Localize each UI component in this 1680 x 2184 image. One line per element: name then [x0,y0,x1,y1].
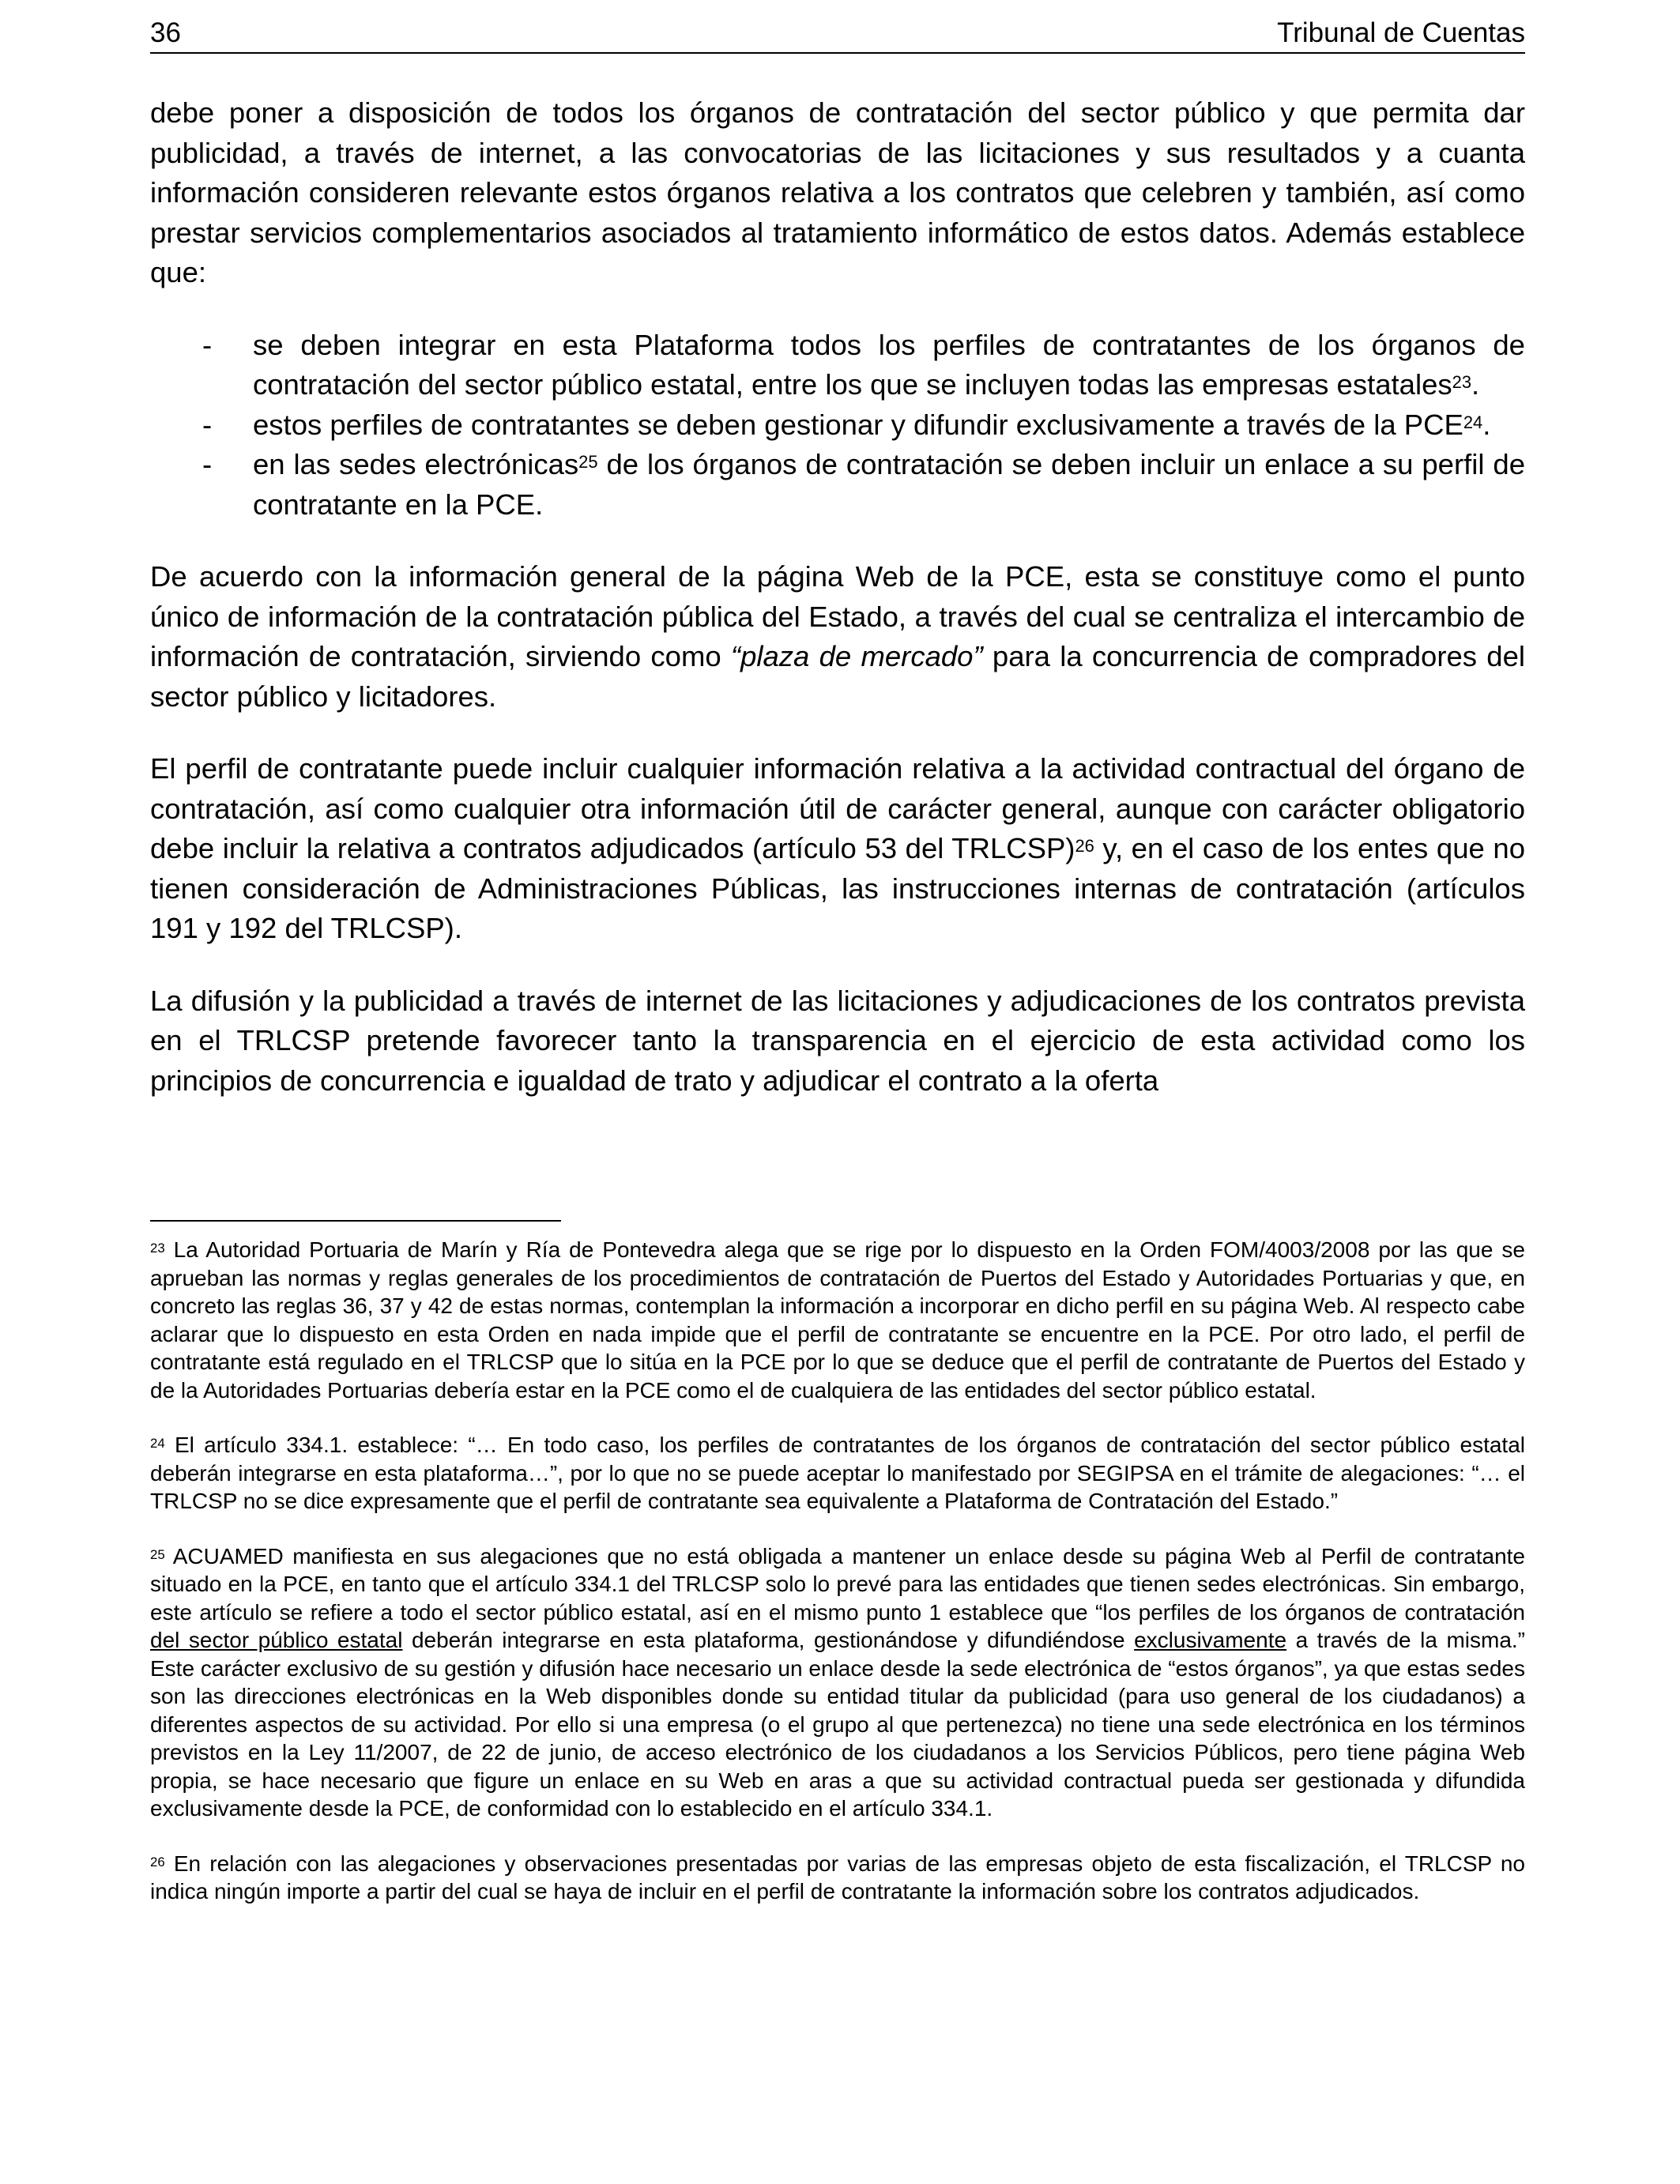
footnote-number: 23 [150,1241,165,1256]
footnote-25 [150,1542,1525,1823]
footnote-ref-25[interactable]: 25 [578,452,598,473]
paragraph-pce [150,557,1525,717]
footnote-number: 26 [150,1854,165,1870]
paragraph-difusion: La difusión y la publicidad a través de internet de las licitaciones y adjudicaciones de los contratos prevista en el TRLCSP pretende favorecer tanto la transparencia en el ejercicio de esta actividad como los principios de concurrencia e igualdad de trato y adjudicar el contrato a la oferta [150,984,1525,1097]
emphasis-quote: “plaza de mercado” [730,640,983,672]
paragraph-perfil [150,749,1525,949]
footnote-24 [150,1431,1525,1516]
page-header [150,14,1525,54]
list-item-text: se deben integrar en esta Plataforma todos los perfiles de contratantes de los órganos de contratación del sector público estatal, entre los que se incluyen todas las empresas estatales [253,328,1525,401]
footnote-text: ACUAMED manifiesta en sus alegaciones que no está obligada a mantener un enlace desde su página Web al Perfil de contratante situado en la PCE, en tanto que el artículo 334.1 del TRLCSP solo lo prevé para las entidades que tienen sedes electrónicas. Sin embargo, este artículo se refiere a todo el sector público estatal, así en el mismo punto 1 establece que “los perfiles de los órganos de contratación [150,1543,1525,1625]
bullet-list [150,326,1525,525]
footnotes [150,1236,1525,1933]
list-item-end: . [1482,408,1491,441]
footnote-ref-24[interactable]: 24 [1463,412,1483,432]
list-item [150,326,1525,405]
footnote-number: 25 [150,1546,165,1562]
list-item-text: estos perfiles de contratantes se deben gestionar y difundir exclusivamente a través de la PCE [253,408,1463,441]
list-item [150,445,1525,525]
list-item [150,405,1525,446]
list-dash: - [202,328,213,361]
page-number: 36 [150,17,181,48]
footnote-ref-26[interactable]: 26 [1075,836,1094,857]
footnote-text-cont: a través de la misma.” Este carácter exclusivo de su gestión y difusión hace necesario un enlace desde la sede electrónica de “estos órganos”, ya que estas sedes son las direcciones electrónicas en la Web disponibles donde su entidad titular da publicidad (para uso general de los ciudadanos) a diferentes aspectos de su actividad. Por ello si una empresa (o el grupo al que pertenezca) no tiene una sede electrónica en los términos previstos en la Ley 11/2007, de 22 de junio, de acceso electrónico de los ciudadanos a los Servicios Públicos, pero tiene página Web propia, se hace necesario que figure un enlace en su Web en aras a que su actividad contractual pueda ser gestionada y difundida exclusivamente desde la PCE, de conformidad con lo establecido en el artículo 334.1. [150,1628,1525,1821]
footnote-separator [150,1220,561,1222]
paragraph-text-cont: para la concurrencia de compradores del sector público y licitadores. [150,640,1525,713]
underlined-text: del sector público estatal [150,1628,403,1652]
footnote-ref-23[interactable]: 23 [1452,372,1471,393]
underlined-text: exclusivamente [1134,1628,1287,1652]
paragraph-text: El perfil de contratante puede incluir cualquier información relativa a la actividad contractual del órgano de contratación, así como cualquier otra información útil de carácter general, aunque con carácter obligatorio debe incluir la relativa a contratos adjudicados (artículo 53 del TRLCSP) [150,752,1525,864]
list-item-text: en las sedes electrónicas [253,448,579,480]
footnote-number: 24 [150,1436,165,1452]
paragraph-text: De acuerdo con la información general de la página Web de la PCE, esta se constituye como el punto único de información de la contratación pública del Estado, a través del cual se centraliza el intercambio de información de contratación, sirviendo como [150,560,1525,672]
footnote-26 [150,1850,1525,1906]
list-dash: - [202,448,213,480]
header-organization: Tribunal de Cuentas [1277,17,1525,48]
main-text [150,93,1525,1133]
list-item-text-cont: de los órganos de contratación se deben incluir un enlace a su perfil de contratante en la PCE. [253,448,1526,521]
list-item-end: . [1471,368,1480,401]
list-dash: - [202,408,213,441]
footnote-text: La Autoridad Portuaria de Marín y Ría de Pontevedra alega que se rige por lo dispuesto en la Orden FOM/4003/2008 por las que se aprueban las normas y reglas generales de los procedimientos de contratación de Puertos del Estado y Autoridades Portuarias y que, en concreto las reglas 36, 37 y 42 de estas normas, contemplan la información a incorporar en dicho perfil en su página Web. Al respecto cabe aclarar que lo dispuesto en esta Orden en nada impide que el perfil de contratante se encuentre en la PCE. Por otro lado, el perfil de contratante está regulado en el TRLCSP que lo sitúa en la PCE por lo que se deduce que el perfil de contratante de Puertos del Estado y de la Autoridades Portuarias debería estar en la PCE como el de cualquiera de las entidades del sector público estatal. [150,1237,1525,1403]
footnote-text: En relación con las alegaciones y observaciones presentadas por varias de las empresas objeto de esta fiscalización, el TRLCSP no indica ningún importe a partir del cual se haya de incluir en el perfil de contratante la información sobre los contratos adjudicados. [150,1851,1525,1903]
footnote-text-cont: deberán integrarse en esta plataforma, gestionándose y difundiéndose [402,1628,1135,1652]
footnote-23 [150,1236,1525,1404]
paragraph-text-cont: y, en el caso de los entes que no tienen consideración de Administraciones Públicas, las instrucciones internas de contratación (artículos 191 y 192 del TRLCSP). [150,832,1525,944]
paragraph-intro: debe poner a disposición de todos los órganos de contratación del sector público y que permita dar publicidad, a través de internet, a las convocatorias de las licitaciones y sus resultados y a cuanta información consideren relevante estos órganos relativa a los contratos que celebren y también, así como prestar servicios complementarios asociados al tratamiento informático de estos datos. Además establece que: [150,96,1525,288]
footnote-text: El artículo 334.1. establece: “… En todo caso, los perfiles de contratantes de los órganos de contratación del sector público estatal deberán integrarse en esta plataforma…”, por lo que no se puede aceptar lo manifestado por SEGIPSA en el trámite de alegaciones: “… el TRLCSP no se dice expresamente que el perfil de contratante sea equivalente a Plataforma de Contratación del Estado.” [150,1433,1525,1513]
